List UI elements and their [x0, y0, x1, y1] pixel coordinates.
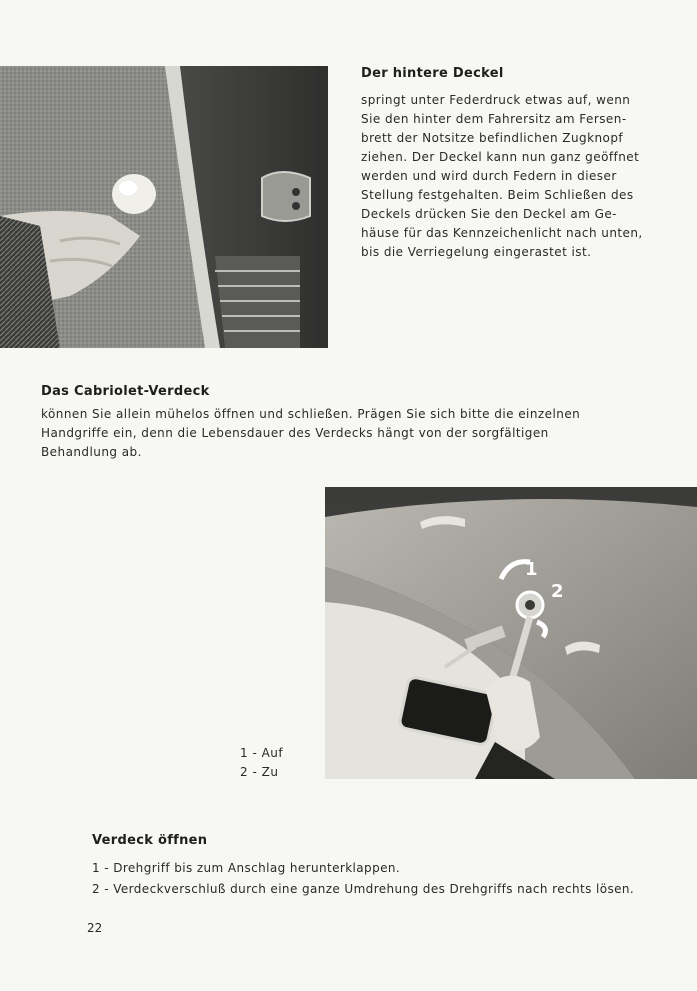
- text-line: Behandlung ab.: [41, 445, 142, 459]
- text-line: springt unter Federdruck etwas auf, wenn: [361, 93, 631, 107]
- paragraph-cabriolet-top: [41, 405, 653, 462]
- heading-open-top: Verdeck öffnen: [92, 833, 208, 848]
- page-number: 22: [87, 921, 103, 935]
- list-item: 2 - Verdeckverschluß durch eine ganze Umdrehung des Drehgriffs nach rechts lösen.: [92, 882, 635, 896]
- legend-item-close: 2 - Zu: [240, 765, 279, 779]
- text-line: häuse für das Kennzeichenlicht nach unten,: [361, 226, 643, 240]
- marker-2: 2: [551, 581, 564, 602]
- text-line: werden und wird durch Federn in dieser: [361, 169, 617, 183]
- text-line: brett der Notsitze befindlichen Zugknopf: [361, 131, 624, 145]
- text-line: können Sie allein mühelos öffnen und schließen. Prägen Sie sich bitte die einzelnen: [41, 407, 581, 421]
- text-line: Sie den hinter dem Fahrersitz am Fersen-: [361, 112, 627, 126]
- photo-top-latch-handle: [325, 487, 697, 779]
- photo-rear-lid-knob: [0, 66, 328, 348]
- heading-rear-lid: Der hintere Deckel: [361, 66, 504, 81]
- marker-1: 1: [525, 559, 538, 580]
- legend-item-open: 1 - Auf: [240, 746, 284, 760]
- text-line: Stellung festgehalten. Beim Schließen des: [361, 188, 634, 202]
- list-item: 1 - Drehgriff bis zum Anschlag herunterklappen.: [92, 861, 401, 875]
- text-line: Deckels drücken Sie den Deckel am Ge-: [361, 207, 617, 221]
- text-line: bis die Verriegelung eingerastet ist.: [361, 245, 592, 259]
- steps-list: [92, 858, 634, 900]
- heading-cabriolet-top: Das Cabriolet-Verdeck: [41, 384, 210, 399]
- text-line: ziehen. Der Deckel kann nun ganz geöffnet: [361, 150, 640, 164]
- text-line: Handgriffe ein, denn die Lebensdauer des Verdecks hängt von der sorgfältigen: [41, 426, 549, 440]
- figure-legend: [240, 744, 283, 782]
- paragraph-rear-lid: [361, 91, 656, 262]
